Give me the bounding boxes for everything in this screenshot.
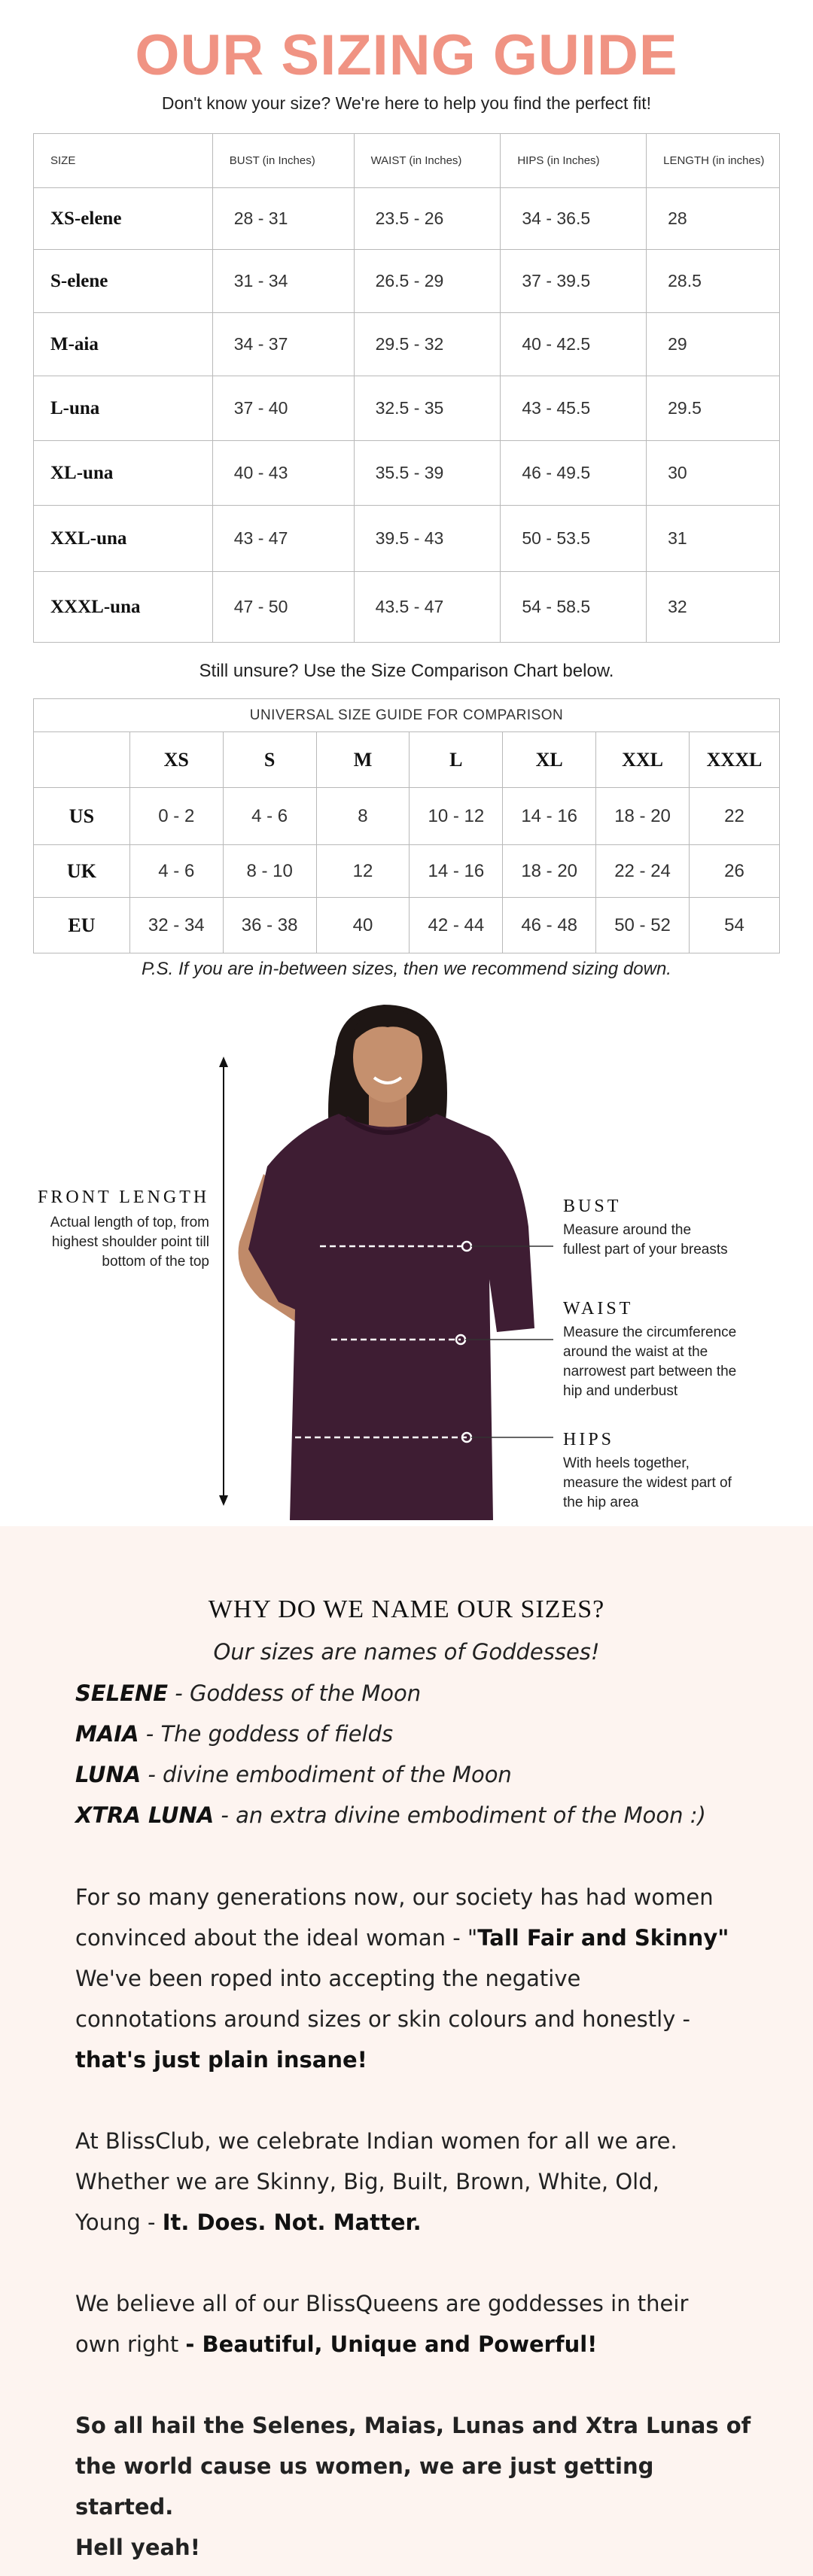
- goddess-description: - divine embodiment of the Moon: [141, 1762, 512, 1787]
- front-length-title: FRONT LENGTH: [38, 1188, 210, 1207]
- length-value: 32: [647, 572, 780, 643]
- size-header: XXL: [596, 732, 690, 788]
- waist-value: 29.5 - 32: [354, 313, 501, 376]
- size-value: 8: [316, 788, 410, 845]
- region-label: EU: [34, 898, 130, 953]
- paragraph-line: the world cause us women, we are just getting started.: [75, 2453, 654, 2520]
- column-header: LENGTH (in inches): [647, 134, 780, 188]
- size-name: XL-una: [34, 441, 213, 506]
- table-row: [34, 376, 780, 441]
- waist-line: narrowest part between the: [563, 1364, 737, 1379]
- size-value: 22 - 24: [596, 845, 690, 898]
- paragraph-line: For so many generations now, our society has had women: [75, 1884, 714, 1910]
- size-value: 26: [690, 845, 780, 898]
- bust-value: 31 - 34: [212, 250, 354, 313]
- size-value: 0 - 2: [129, 788, 223, 845]
- comparison-header-row: [34, 732, 780, 788]
- goddess-description: - an extra divine embodiment of the Moon :): [214, 1802, 706, 1828]
- size-header: M: [316, 732, 410, 788]
- bust-line: fullest part of your breasts: [563, 1242, 728, 1258]
- unsure-note: Still unsure? Use the Size Comparison Chart below.: [199, 661, 614, 681]
- size-naming-story: [0, 1526, 813, 2576]
- size-table-header-row: [34, 134, 780, 188]
- column-header: BUST (in Inches): [212, 134, 354, 188]
- goddess-name: XTRA LUNA: [75, 1802, 215, 1828]
- story-paragraph-3: [75, 2283, 753, 2365]
- column-header: HIPS (in Inches): [501, 134, 647, 188]
- length-value: 28: [647, 188, 780, 250]
- region-label: US: [34, 788, 130, 845]
- size-value: 4 - 6: [223, 788, 316, 845]
- waist-title: WAIST: [563, 1299, 634, 1318]
- table-row: [34, 788, 780, 845]
- hips-value: 50 - 53.5: [501, 506, 647, 572]
- hips-line: the hip area: [563, 1495, 639, 1510]
- table-row: [34, 188, 780, 250]
- front-length-line: Actual length of top, from: [50, 1215, 209, 1230]
- size-name: XXXL-una: [34, 572, 213, 643]
- table-row: [34, 313, 780, 376]
- table-row: [34, 441, 780, 506]
- waist-line: hip and underbust: [563, 1383, 678, 1399]
- sizing-tip: P.S. If you are in-between sizes, then we recommend sizing down.: [142, 959, 671, 979]
- front-length-line: highest shoulder point till: [51, 1234, 209, 1250]
- story-intro: Our sizes are names of Goddesses!: [213, 1639, 600, 1665]
- story-paragraph-2: [75, 2121, 753, 2243]
- hips-line: With heels together,: [563, 1455, 690, 1471]
- hips-value: 37 - 39.5: [501, 250, 647, 313]
- waist-value: 39.5 - 43: [354, 506, 501, 572]
- hips-value: 54 - 58.5: [501, 572, 647, 643]
- bust-value: 40 - 43: [212, 441, 354, 506]
- front-length-line: bottom of the top: [102, 1254, 209, 1270]
- size-value: 36 - 38: [223, 898, 316, 953]
- waist-value: 35.5 - 39: [354, 441, 501, 506]
- size-header: XXXL: [690, 732, 780, 788]
- bust-value: 43 - 47: [212, 506, 354, 572]
- measurement-illustration: [0, 993, 813, 1526]
- goddess-name: MAIA: [75, 1721, 139, 1747]
- comparison-caption-row: [34, 699, 780, 732]
- length-value: 31: [647, 506, 780, 572]
- length-value: 30: [647, 441, 780, 506]
- region-label: UK: [34, 845, 130, 898]
- bust-value: 47 - 50: [212, 572, 354, 643]
- paragraph-line: connotations around sizes or skin colours and honestly -: [75, 2006, 691, 2032]
- paragraph-line: So all hail the Selenes, Maias, Lunas and Xtra Lunas of: [75, 2413, 751, 2438]
- story-paragraph-4: [75, 2405, 753, 2568]
- size-name: XS-elene: [34, 188, 213, 250]
- table-row: [34, 572, 780, 643]
- waist-line: Measure the circumference: [563, 1324, 737, 1340]
- comparison-caption: UNIVERSAL SIZE GUIDE FOR COMPARISON: [34, 699, 780, 732]
- bust-description: [563, 1221, 728, 1260]
- hips-value: 46 - 49.5: [501, 441, 647, 506]
- waist-description: [563, 1323, 736, 1401]
- paragraph-line: Young - It. Does. Not. Matter.: [75, 2210, 422, 2235]
- table-row: [34, 898, 780, 953]
- paragraph-line: We've been roped into accepting the negative: [75, 1966, 581, 1991]
- waist-value: 43.5 - 47: [354, 572, 501, 643]
- size-header: L: [410, 732, 503, 788]
- bust-title: BUST: [563, 1197, 622, 1216]
- size-value: 8 - 10: [223, 845, 316, 898]
- size-value: 14 - 16: [503, 788, 596, 845]
- size-header: XL: [503, 732, 596, 788]
- page-title: OUR SIZING GUIDE: [135, 23, 678, 87]
- bust-value: 37 - 40: [212, 376, 354, 441]
- length-value: 29.5: [647, 376, 780, 441]
- story-heading: WHY DO WE NAME OUR SIZES?: [208, 1595, 605, 1623]
- paragraph-line: that's just plain insane!: [75, 2047, 367, 2073]
- size-value: 22: [690, 788, 780, 845]
- goddess-item: [75, 1802, 706, 1828]
- size-value: 4 - 6: [129, 845, 223, 898]
- bust-line: Measure around the: [563, 1222, 692, 1238]
- hips-line: measure the widest part of: [563, 1475, 732, 1491]
- paragraph-line: At BlissClub, we celebrate Indian women for all we are.: [75, 2128, 678, 2154]
- goddess-item: [75, 1762, 512, 1787]
- empty-corner-cell: [34, 732, 130, 788]
- paragraph-line: own right - Beautiful, Unique and Powerful!: [75, 2331, 598, 2357]
- goddess-item: [75, 1680, 421, 1706]
- goddess-description: - The goddess of fields: [139, 1721, 394, 1747]
- size-value: 18 - 20: [503, 845, 596, 898]
- story-paragraph-1: [75, 1877, 753, 2080]
- hips-value: 34 - 36.5: [501, 188, 647, 250]
- column-header: WAIST (in Inches): [354, 134, 501, 188]
- paragraph-line: Whether we are Skinny, Big, Built, Brown, White, Old,: [75, 2169, 659, 2194]
- size-value: 42 - 44: [410, 898, 503, 953]
- size-chart-table: [33, 133, 780, 643]
- waist-line: around the waist at the: [563, 1344, 708, 1360]
- length-value: 28.5: [647, 250, 780, 313]
- waist-value: 26.5 - 29: [354, 250, 501, 313]
- size-value: 18 - 20: [596, 788, 690, 845]
- table-row: [34, 506, 780, 572]
- size-comparison-table: [33, 698, 780, 953]
- waist-value: 23.5 - 26: [354, 188, 501, 250]
- size-value: 54: [690, 898, 780, 953]
- paragraph-line: convinced about the ideal woman - "Tall Fair and Skinny": [75, 1925, 729, 1951]
- front-length-description: [50, 1213, 209, 1272]
- waist-value: 32.5 - 35: [354, 376, 501, 441]
- size-value: 46 - 48: [503, 898, 596, 953]
- page-subtitle: Don't know your size? We're here to help you find the perfect fit!: [161, 93, 652, 113]
- goddess-item: [75, 1721, 393, 1747]
- size-name: L-una: [34, 376, 213, 441]
- column-header: SIZE: [34, 134, 213, 188]
- size-value: 50 - 52: [596, 898, 690, 953]
- goddess-name: SELENE: [75, 1680, 169, 1706]
- table-row: [34, 845, 780, 898]
- size-value: 14 - 16: [410, 845, 503, 898]
- paragraph-line: We believe all of our BlissQueens are goddesses in their: [75, 2291, 689, 2316]
- hips-value: 43 - 45.5: [501, 376, 647, 441]
- size-header: XS: [129, 732, 223, 788]
- hips-description: [563, 1454, 732, 1513]
- goddess-name: LUNA: [75, 1762, 142, 1787]
- size-value: 12: [316, 845, 410, 898]
- paragraph-line: Hell yeah!: [75, 2535, 200, 2560]
- size-value: 32 - 34: [129, 898, 223, 953]
- size-name: S-elene: [34, 250, 213, 313]
- size-name: M-aia: [34, 313, 213, 376]
- size-value: 40: [316, 898, 410, 953]
- bust-value: 34 - 37: [212, 313, 354, 376]
- size-header: S: [223, 732, 316, 788]
- table-row: [34, 250, 780, 313]
- goddess-description: - Goddess of the Moon: [168, 1680, 422, 1706]
- hips-title: HIPS: [563, 1430, 615, 1449]
- bust-value: 28 - 31: [212, 188, 354, 250]
- size-name: XXL-una: [34, 506, 213, 572]
- length-value: 29: [647, 313, 780, 376]
- hips-value: 40 - 42.5: [501, 313, 647, 376]
- size-value: 10 - 12: [410, 788, 503, 845]
